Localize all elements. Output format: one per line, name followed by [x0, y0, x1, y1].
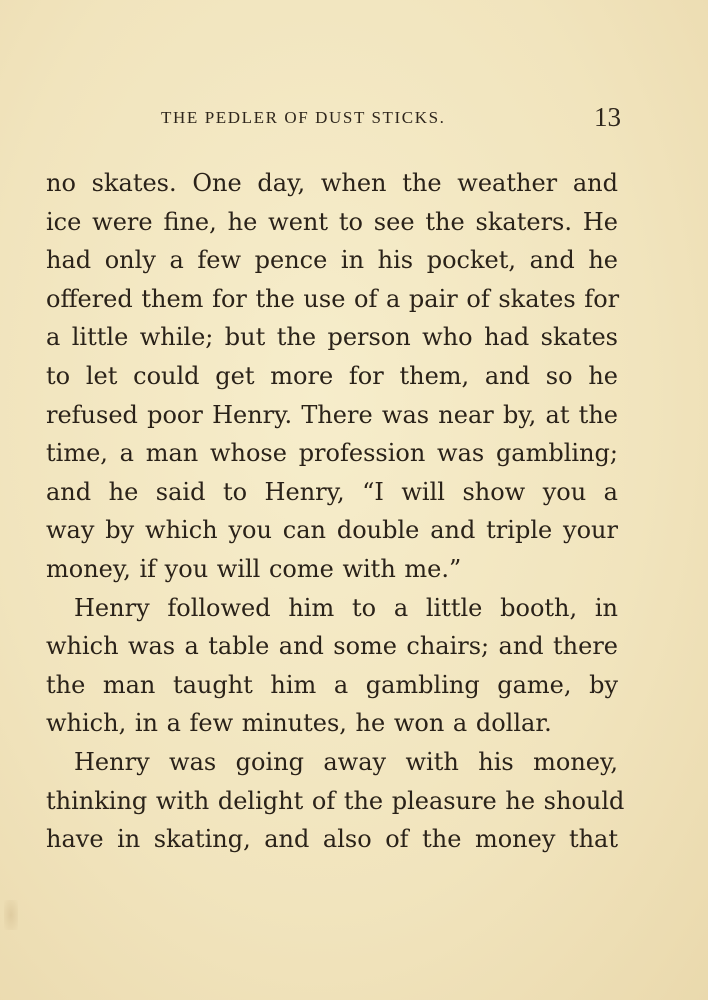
text-line: and he said to Henry, “I will show you a: [46, 477, 618, 506]
text-line: refused poor Henry. There was near by, at the: [46, 400, 618, 429]
text-line: the man taught him a gambling game, by: [46, 670, 618, 699]
page-header: [161, 102, 621, 138]
text-line: thinking with delight of the pleasure he should: [46, 786, 625, 815]
text-line: time, a man whose profession was gambling;: [46, 439, 618, 468]
page-number: 13: [594, 102, 621, 132]
text-line: ice were fine, he went to see the skaters. He: [46, 207, 618, 236]
text-line: money, if you will come with me.”: [46, 554, 462, 583]
text-line: had only a few pence in his pocket, and he: [46, 246, 618, 275]
text-line: offered them for the use of a pair of skates for: [46, 284, 620, 313]
text-line: which, in a few minutes, he won a dollar.: [46, 709, 552, 738]
text-line: no skates. One day, when the weather and: [46, 169, 618, 197]
text-line: Henry followed him to a little booth, in: [74, 593, 618, 622]
text-line: Henry was going away with his money,: [74, 747, 618, 776]
paper-stain: [4, 900, 18, 930]
body-text: [46, 164, 625, 859]
paragraph: [46, 743, 625, 859]
paragraph: [46, 164, 618, 589]
text-line: way by which you can double and triple your: [46, 516, 618, 545]
paragraph: [46, 589, 618, 743]
text-line: which was a table and some chairs; and there: [46, 632, 618, 661]
text-line: to let could get more for them, and so he: [46, 361, 618, 390]
text-line: a little while; but the person who had skates: [46, 323, 618, 352]
text-line: have in skating, and also of the money that: [46, 825, 618, 854]
running-head: THE PEDLER OF DUST STICKS.: [161, 108, 446, 127]
